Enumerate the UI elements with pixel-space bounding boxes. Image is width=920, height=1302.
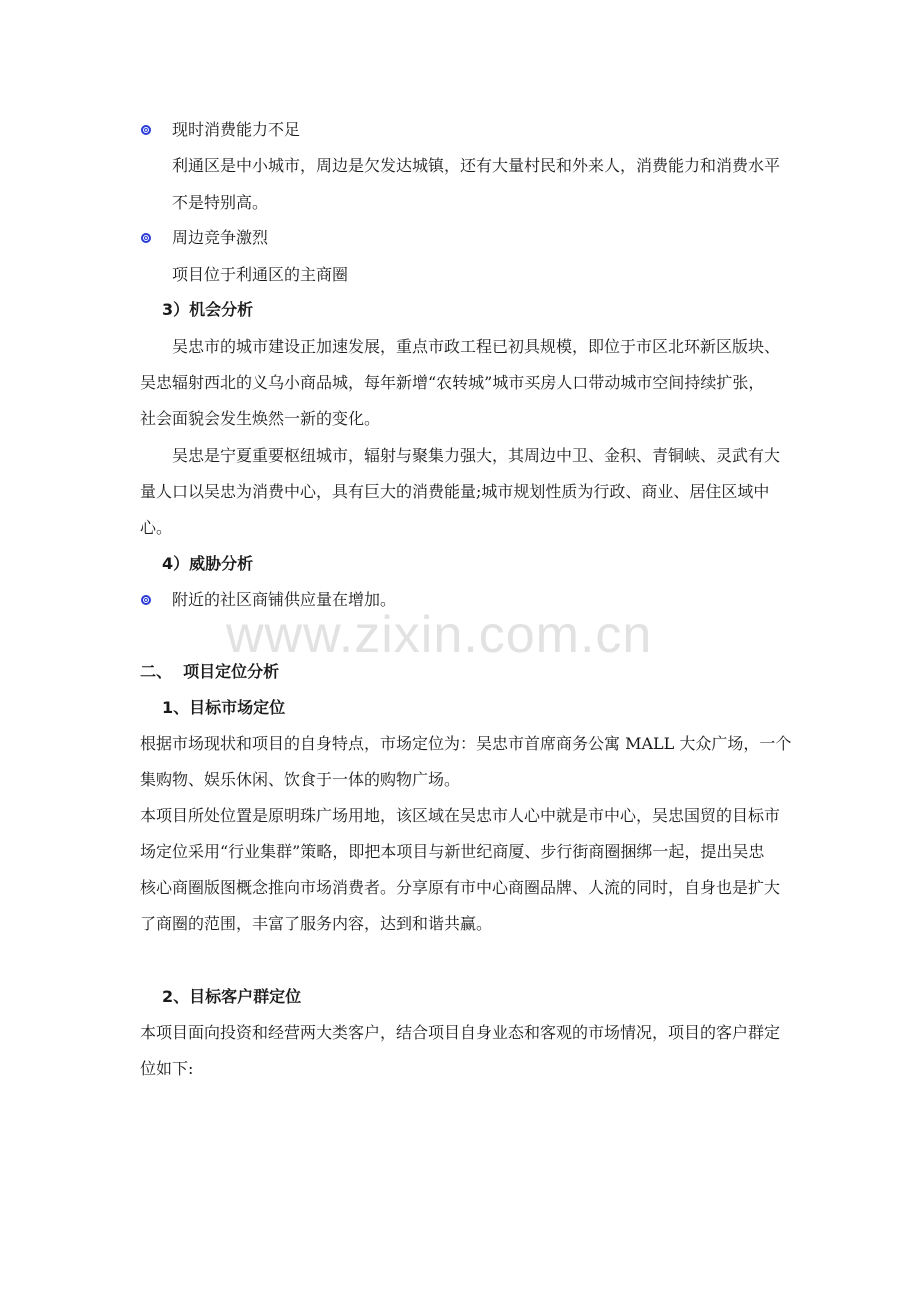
paragraph-line: 了商圈的范围，丰富了服务内容，达到和谐共赢。	[140, 914, 493, 933]
bullet-title: 附近的社区商铺供应量在增加。	[172, 590, 397, 609]
section-heading: 二、 项目定位分析	[140, 662, 280, 681]
double-circle-bullet-icon	[141, 233, 151, 243]
paragraph-line: 吴忠辐射西北的义乌小商品城，每年新增“农转城”城市买房人口带动城市空间持续扩张，	[140, 373, 765, 392]
paragraph-line: 吴忠市的城市建设正加速发展，重点市政工程已初具规模，即位于市区北环新区版块、	[172, 337, 781, 356]
paragraph-line: 集购物、娱乐休闲、饮食于一体的购物广场。	[140, 770, 461, 789]
paragraph-line: 本项目所处位置是原明珠广场用地，该区域在吴忠市人心中就是市中心，吴忠国贸的目标市	[140, 806, 781, 825]
paragraph-line: 本项目面向投资和经营两大类客户，结合项目自身业态和客观的市场情况，项目的客户群定	[140, 1023, 781, 1042]
paragraph-line: 位如下:	[140, 1059, 194, 1078]
subsection-heading: 1、目标市场定位	[162, 698, 286, 717]
double-circle-bullet-icon	[141, 595, 151, 605]
bullet-title: 周边竞争激烈	[172, 228, 269, 247]
paragraph-line: 社会面貌会发生焕然一新的变化。	[140, 409, 381, 428]
paragraph-line: 不是特别高。	[172, 193, 269, 212]
paragraph-line: 量人口以吴忠为消费中心，具有巨大的消费能量;城市规划性质为行政、商业、居住区域中	[140, 482, 770, 501]
subsection-heading: 4）威胁分析	[162, 554, 254, 573]
paragraph-line: 心。	[140, 518, 173, 537]
watermark: www.zixin.com.cn	[226, 606, 653, 664]
subsection-heading: 3）机会分析	[162, 300, 254, 319]
paragraph-line: 吴忠是宁夏重要枢纽城市，辐射与聚集力强大，其周边中卫、金积、青铜峡、灵武有大	[172, 446, 781, 465]
paragraph-line: 项目位于利通区的主商圈	[172, 265, 349, 284]
paragraph-line: 场定位采用“行业集群”策略，即把本项目与新世纪商厦、步行街商圈捆绑一起，提出吴忠	[140, 842, 765, 861]
paragraph-line: 核心商圈版图概念推向市场消费者。分享原有市中心商圈品牌、人流的同时，自身也是扩大	[140, 878, 781, 897]
double-circle-bullet-icon	[141, 125, 151, 135]
paragraph-line: 根据市场现状和项目的自身特点，市场定位为：吴忠市首席商务公寓 MALL 大众广场，一个	[140, 734, 792, 753]
paragraph-line: 利通区是中小城市，周边是欠发达城镇，还有大量村民和外来人，消费能力和消费水平	[172, 156, 781, 175]
bullet-title: 现时消费能力不足	[172, 120, 301, 139]
subsection-heading: 2、目标客户群定位	[162, 987, 302, 1006]
